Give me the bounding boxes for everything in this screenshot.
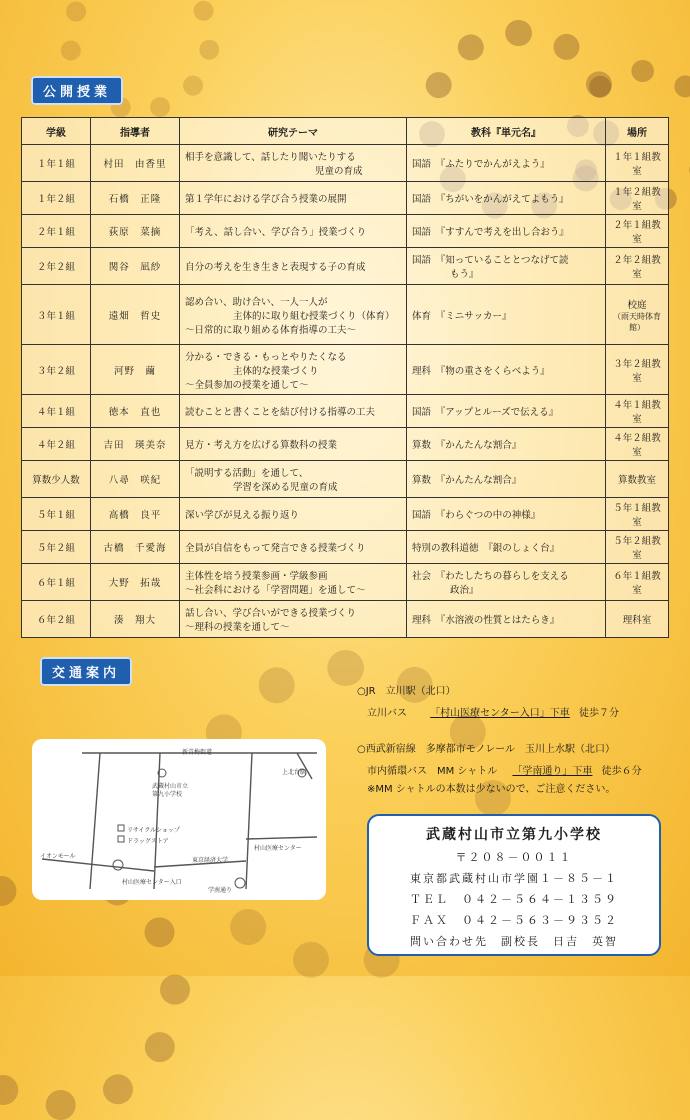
place-line: ４年２組教室 [613,433,661,458]
cell-class [22,248,91,285]
cell-class [22,531,91,564]
route-seibu-title: ○西武新宿線 多摩都市モノレール 玉川上水駅（北口） [357,744,616,755]
table-header-row [22,118,669,145]
teacher-text: 大野 拓哉 [108,578,162,589]
theme-line: 「説明する活動」を通して、 [185,468,309,479]
route-jr-title: ○JR 立川駅（北口） [357,686,456,697]
table-row [22,285,669,345]
class-text: ３年２組 [36,365,75,377]
theme-line: 児童の育成 [315,166,363,177]
table-row [22,564,669,601]
lessons-table [21,117,669,638]
cell-teacher [91,248,180,285]
cell-teacher [91,215,180,248]
route-jr [357,685,619,721]
theme-line: ～全員参加の授業を通して～ [185,379,309,391]
theme-line: 主体的な授業づくり [233,365,319,377]
class-text: ２年１組 [36,227,75,238]
cell-place [606,461,669,498]
teacher-text: 八尋 咲紀 [108,475,162,486]
theme-line: 全員が自信をもって発言できる授業づくり [185,543,366,554]
cell-class [22,285,91,345]
cell-theme [180,145,407,182]
cell-theme [180,285,407,345]
cell-teacher [91,395,180,428]
subject-line: 国語 『ちがいをかんがえてよもう』 [412,194,569,205]
school-name: 武蔵村山市立第九小学校 [426,827,602,843]
map-label-bus1: 村山医療センター入口 [122,879,182,886]
map-label-bus2: 学南通り [208,887,233,894]
place-line: １年１組教室 [613,152,661,177]
access-map [32,739,326,900]
cell-place [606,395,669,428]
table-row [22,395,669,428]
table-row [22,531,669,564]
place-line: 理科室 [622,615,652,626]
route-jr-stop: 「村山医療センター入口」下車 [430,708,570,719]
place-line: ５年１組教室 [613,503,661,528]
place-line: （雨天時体育館） [613,311,661,332]
subject-line: もう』 [450,269,479,280]
cell-class [22,428,91,461]
theme-line: 主体的に取り組む授業づくり（体育） [233,310,395,322]
map-label-aeon: イオンモール [40,853,76,860]
cell-subject [407,215,606,248]
teacher-text: 徳本 直也 [108,407,162,418]
subject-line: 算数 『かんたんな割合』 [412,440,522,451]
subject-line: 国語 『ふたりでかんがえよう』 [412,159,550,170]
class-text: ２年２組 [36,262,75,273]
section-title-access: 交通案内 [40,657,132,686]
table-row [22,601,669,638]
school-postal: 〒２０８－００１１ [455,851,573,864]
theme-line: 認め合い、助け合い、一人一人が [185,296,328,308]
school-contact: 問い合わせ先 副校長 日吉 英智 [410,935,618,948]
header-teacher: 指導者 [91,118,180,145]
teacher-text: 吉田 瑛美奈 [103,440,167,451]
subject-line: 理科 『物の重さをくらべよう』 [412,365,550,377]
route-seibu-bus: 市内循環バス MM シャトル [367,766,498,777]
map-label-station: 上北台駅 [282,769,307,776]
cell-subject [407,248,606,285]
cell-place [606,498,669,531]
theme-line: ～日常的に取り組める体育指導の工夫～ [185,324,357,336]
place-line: 校庭 [627,299,647,311]
cell-place [606,145,669,182]
bus-stop-icon [113,860,123,870]
place-line: ３年２組教室 [613,358,661,384]
cell-theme [180,461,407,498]
theme-line: 深い学びが見える振り返り [185,510,300,521]
table-row [22,248,669,285]
map-label-hospital: 村山医療センター [254,845,302,852]
cell-subject [407,345,606,395]
map-label-univ: 東京経済大学 [192,857,229,864]
cell-place [606,345,669,395]
map-label-school2: 第九小学校 [152,791,183,798]
cell-place [606,215,669,248]
route-seibu-note: ※MM シャトルの本数は少ないので、ご注意ください。 [367,784,616,795]
route-seibu-stop: 「学南通り」下車 [512,766,593,777]
cell-theme [180,395,407,428]
map-label-drugstore: ドラッグストア [127,838,169,845]
theme-line: 相手を意識して、話したり聞いたりする [185,152,356,163]
cell-theme [180,531,407,564]
table-row [22,345,669,395]
class-text: 算数少人数 [32,475,80,486]
drugstore-icon [118,836,124,842]
cell-place [606,531,669,564]
teacher-text: 河野 繭 [113,365,156,377]
bus-stop-icon [235,878,245,888]
cell-theme [180,248,407,285]
cell-theme [180,601,407,638]
theme-line: 読むことと書くことを結び付ける指導の工夫 [185,407,376,418]
cell-subject [407,395,606,428]
place-line: ４年１組教室 [613,400,661,425]
cell-theme [180,215,407,248]
subject-line: 体育 『ミニサッカー』 [412,310,512,322]
route-jr-bus: 立川バス [367,708,407,719]
subject-line: 国語 『すすんで考えを出し合おう』 [412,227,569,238]
cell-teacher [91,428,180,461]
cell-teacher [91,601,180,638]
section-title-open-class: 公開授業 [31,76,123,105]
cell-teacher [91,345,180,395]
header-theme: 研究テーマ [180,118,407,145]
subject-line: 国語 『知っていることとつなげて読 [412,255,569,266]
table-row [22,428,669,461]
cell-subject [407,145,606,182]
cell-class [22,564,91,601]
cell-teacher [91,564,180,601]
route-jr-walk: 徒歩７分 [578,708,619,719]
theme-line: 分かる・できる・もっとやりたくなる [185,351,347,363]
table-row [22,498,669,531]
theme-line: 自分の考えを生き生きと表現する子の育成 [185,262,366,273]
place-line: ２年２組教室 [613,255,661,280]
class-text: ３年１組 [36,310,75,322]
cell-class [22,215,91,248]
cell-class [22,601,91,638]
cell-subject [407,498,606,531]
header-class: 学級 [22,118,91,145]
route-seibu [357,743,642,797]
theme-line: 主体性を培う授業参画・学級参画 [185,571,328,582]
cell-subject [407,285,606,345]
theme-line: ～社会科における「学習問題」を通して～ [185,585,366,596]
subject-line: 国語 『わらぐつの中の神様』 [412,510,541,521]
cell-class [22,395,91,428]
header-subject: 教科『単元名』 [407,118,606,145]
class-text: １年１組 [36,159,75,170]
teacher-text: 村田 由香里 [103,159,167,170]
cell-theme [180,564,407,601]
subject-line: 政治』 [450,585,479,596]
teacher-text: 関谷 凪紗 [108,262,162,273]
theme-line: 学習を深める児童の育成 [233,482,338,493]
cell-subject [407,461,606,498]
cell-subject [407,601,606,638]
cell-place [606,285,669,345]
school-tel: ＴＥＬ ０４２－５６４－１３５９ [410,893,618,906]
cell-teacher [91,182,180,215]
place-line: １年２組教室 [613,187,661,212]
cell-theme [180,345,407,395]
school-address: 東京都武蔵村山市学園１－８５－１ [410,872,618,885]
table-row [22,182,669,215]
cell-place [606,564,669,601]
class-text: ６年２組 [36,615,75,626]
table-row [22,461,669,498]
subject-line: 社会 『わたしたちの暮らしを支える [412,571,569,582]
class-text: ５年１組 [36,510,75,521]
cell-subject [407,428,606,461]
teacher-text: 古橋 千愛海 [103,543,167,554]
subject-line: 算数 『かんたんな割合』 [412,475,522,486]
class-text: ４年２組 [36,440,75,451]
cell-subject [407,182,606,215]
class-text: １年２組 [36,194,75,205]
place-line: ５年２組教室 [613,536,661,561]
cell-subject [407,531,606,564]
class-text: ５年２組 [36,543,75,554]
theme-line: 話し合い、学び合いができる授業づくり [185,608,357,619]
subject-line: 国語 『アップとルーズで伝える』 [412,407,559,418]
subject-line: 理科 『水溶液の性質とはたらき』 [412,615,560,626]
cell-teacher [91,461,180,498]
cell-theme [180,182,407,215]
header-place: 場所 [606,118,669,145]
theme-line: 見方・考え方を広げる算数科の授業 [185,440,338,451]
cell-teacher [91,531,180,564]
subject-line: 特別の教科道徳 『銀のしょく台』 [412,543,560,554]
cell-subject [407,564,606,601]
place-line: ２年１組教室 [613,220,661,245]
class-text: ６年１組 [36,578,75,589]
theme-line: 「考え、話し合い、学び合う」授業づくり [185,227,367,238]
table-row [22,215,669,248]
table-row [22,145,669,182]
school-info-box [367,814,661,956]
cell-class [22,182,91,215]
teacher-text: 荻原 菜摘 [108,227,162,238]
cell-theme [180,428,407,461]
map-label-school: 武蔵村山市立 [152,783,189,790]
place-line: 算数教室 [617,475,656,486]
cell-class [22,498,91,531]
teacher-text: 湊 翔大 [113,615,156,626]
cell-teacher [91,145,180,182]
cell-class [22,461,91,498]
cell-place [606,182,669,215]
cell-class [22,145,91,182]
cell-place [606,428,669,461]
cell-teacher [91,285,180,345]
theme-line: ～理科の授業を通して～ [185,622,290,633]
cell-class [22,345,91,395]
teacher-text: 遠畑 哲史 [108,310,162,322]
map-label-recycle: リサイクルショップ [127,827,180,834]
teacher-text: 高橋 良平 [108,510,162,521]
class-text: ４年１組 [36,407,75,418]
school-fax: ＦＡＸ ０４２－５６３－９３５２ [410,914,618,927]
route-seibu-walk: 徒歩６分 [601,766,642,777]
cell-place [606,248,669,285]
cell-teacher [91,498,180,531]
place-line: ６年１組教室 [613,571,661,596]
map-roads [32,739,326,900]
theme-line: 第１学年における学び合う授業の展開 [185,194,347,205]
cell-place [606,601,669,638]
shop-icon [118,825,124,831]
cell-theme [180,498,407,531]
teacher-text: 石橋 正隆 [108,194,162,205]
map-label-road: 新青梅街道 [182,749,213,756]
